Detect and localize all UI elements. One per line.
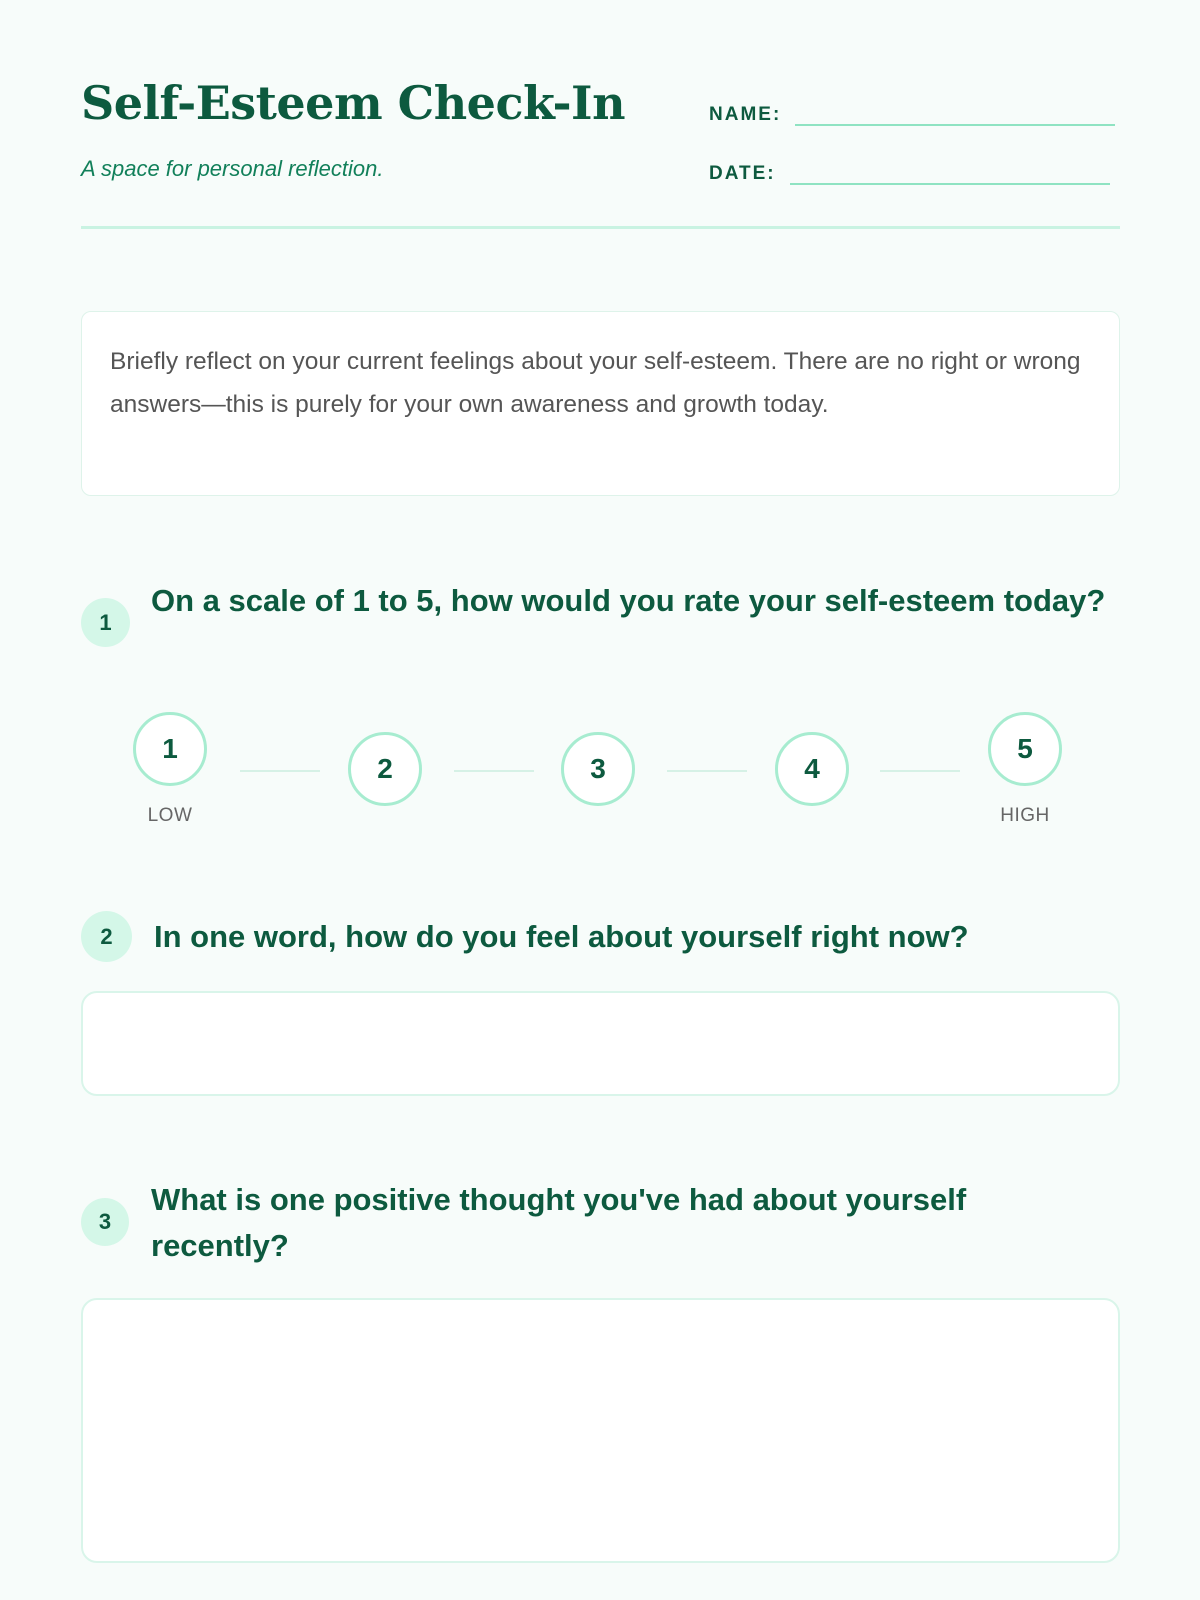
- question-2-text: In one word, how do you feel about yourself right now?: [154, 919, 969, 954]
- question-1-badge: 1: [81, 598, 130, 647]
- question-3-badge: 3: [81, 1198, 129, 1246]
- question-1-text: On a scale of 1 to 5, how would you rate your self-esteem today?: [151, 583, 1106, 618]
- date-field[interactable]: [790, 153, 1110, 185]
- scale-connector: [240, 770, 320, 772]
- intro-card: Briefly reflect on your current feelings about your self-esteem. There are no right or wrong answers—this is purely for your own awareness and growth today.: [81, 311, 1120, 496]
- scale-option-2[interactable]: 2: [348, 732, 422, 806]
- scale-option-4[interactable]: 4: [775, 732, 849, 806]
- question-3-text: What is one positive thought you've had about yourself recently?: [151, 1182, 967, 1263]
- scale-option-5[interactable]: 5: [988, 712, 1062, 786]
- scale-option-3[interactable]: 3: [561, 732, 635, 806]
- scale-connector: [667, 770, 747, 772]
- name-row: [709, 94, 1115, 126]
- scale-connector: [454, 770, 534, 772]
- header-divider: [81, 226, 1120, 229]
- question-2-badge: 2: [81, 911, 132, 962]
- scale-option-1[interactable]: 1: [133, 712, 207, 786]
- scale-high-label: HIGH: [1000, 805, 1050, 826]
- scale-connector: [880, 770, 960, 772]
- name-field[interactable]: [795, 94, 1115, 126]
- date-label: DATE:: [709, 163, 776, 184]
- answer-2-field[interactable]: [81, 991, 1120, 1096]
- date-row: [709, 153, 1110, 185]
- answer-3-field[interactable]: [81, 1298, 1120, 1563]
- name-label: NAME:: [709, 104, 782, 125]
- worksheet: [81, 0, 1120, 1600]
- page-subtitle: A space for personal reflection.: [81, 156, 384, 181]
- page-title: Self-Esteem Check-In: [81, 76, 626, 130]
- scale-low-label: LOW: [147, 805, 193, 826]
